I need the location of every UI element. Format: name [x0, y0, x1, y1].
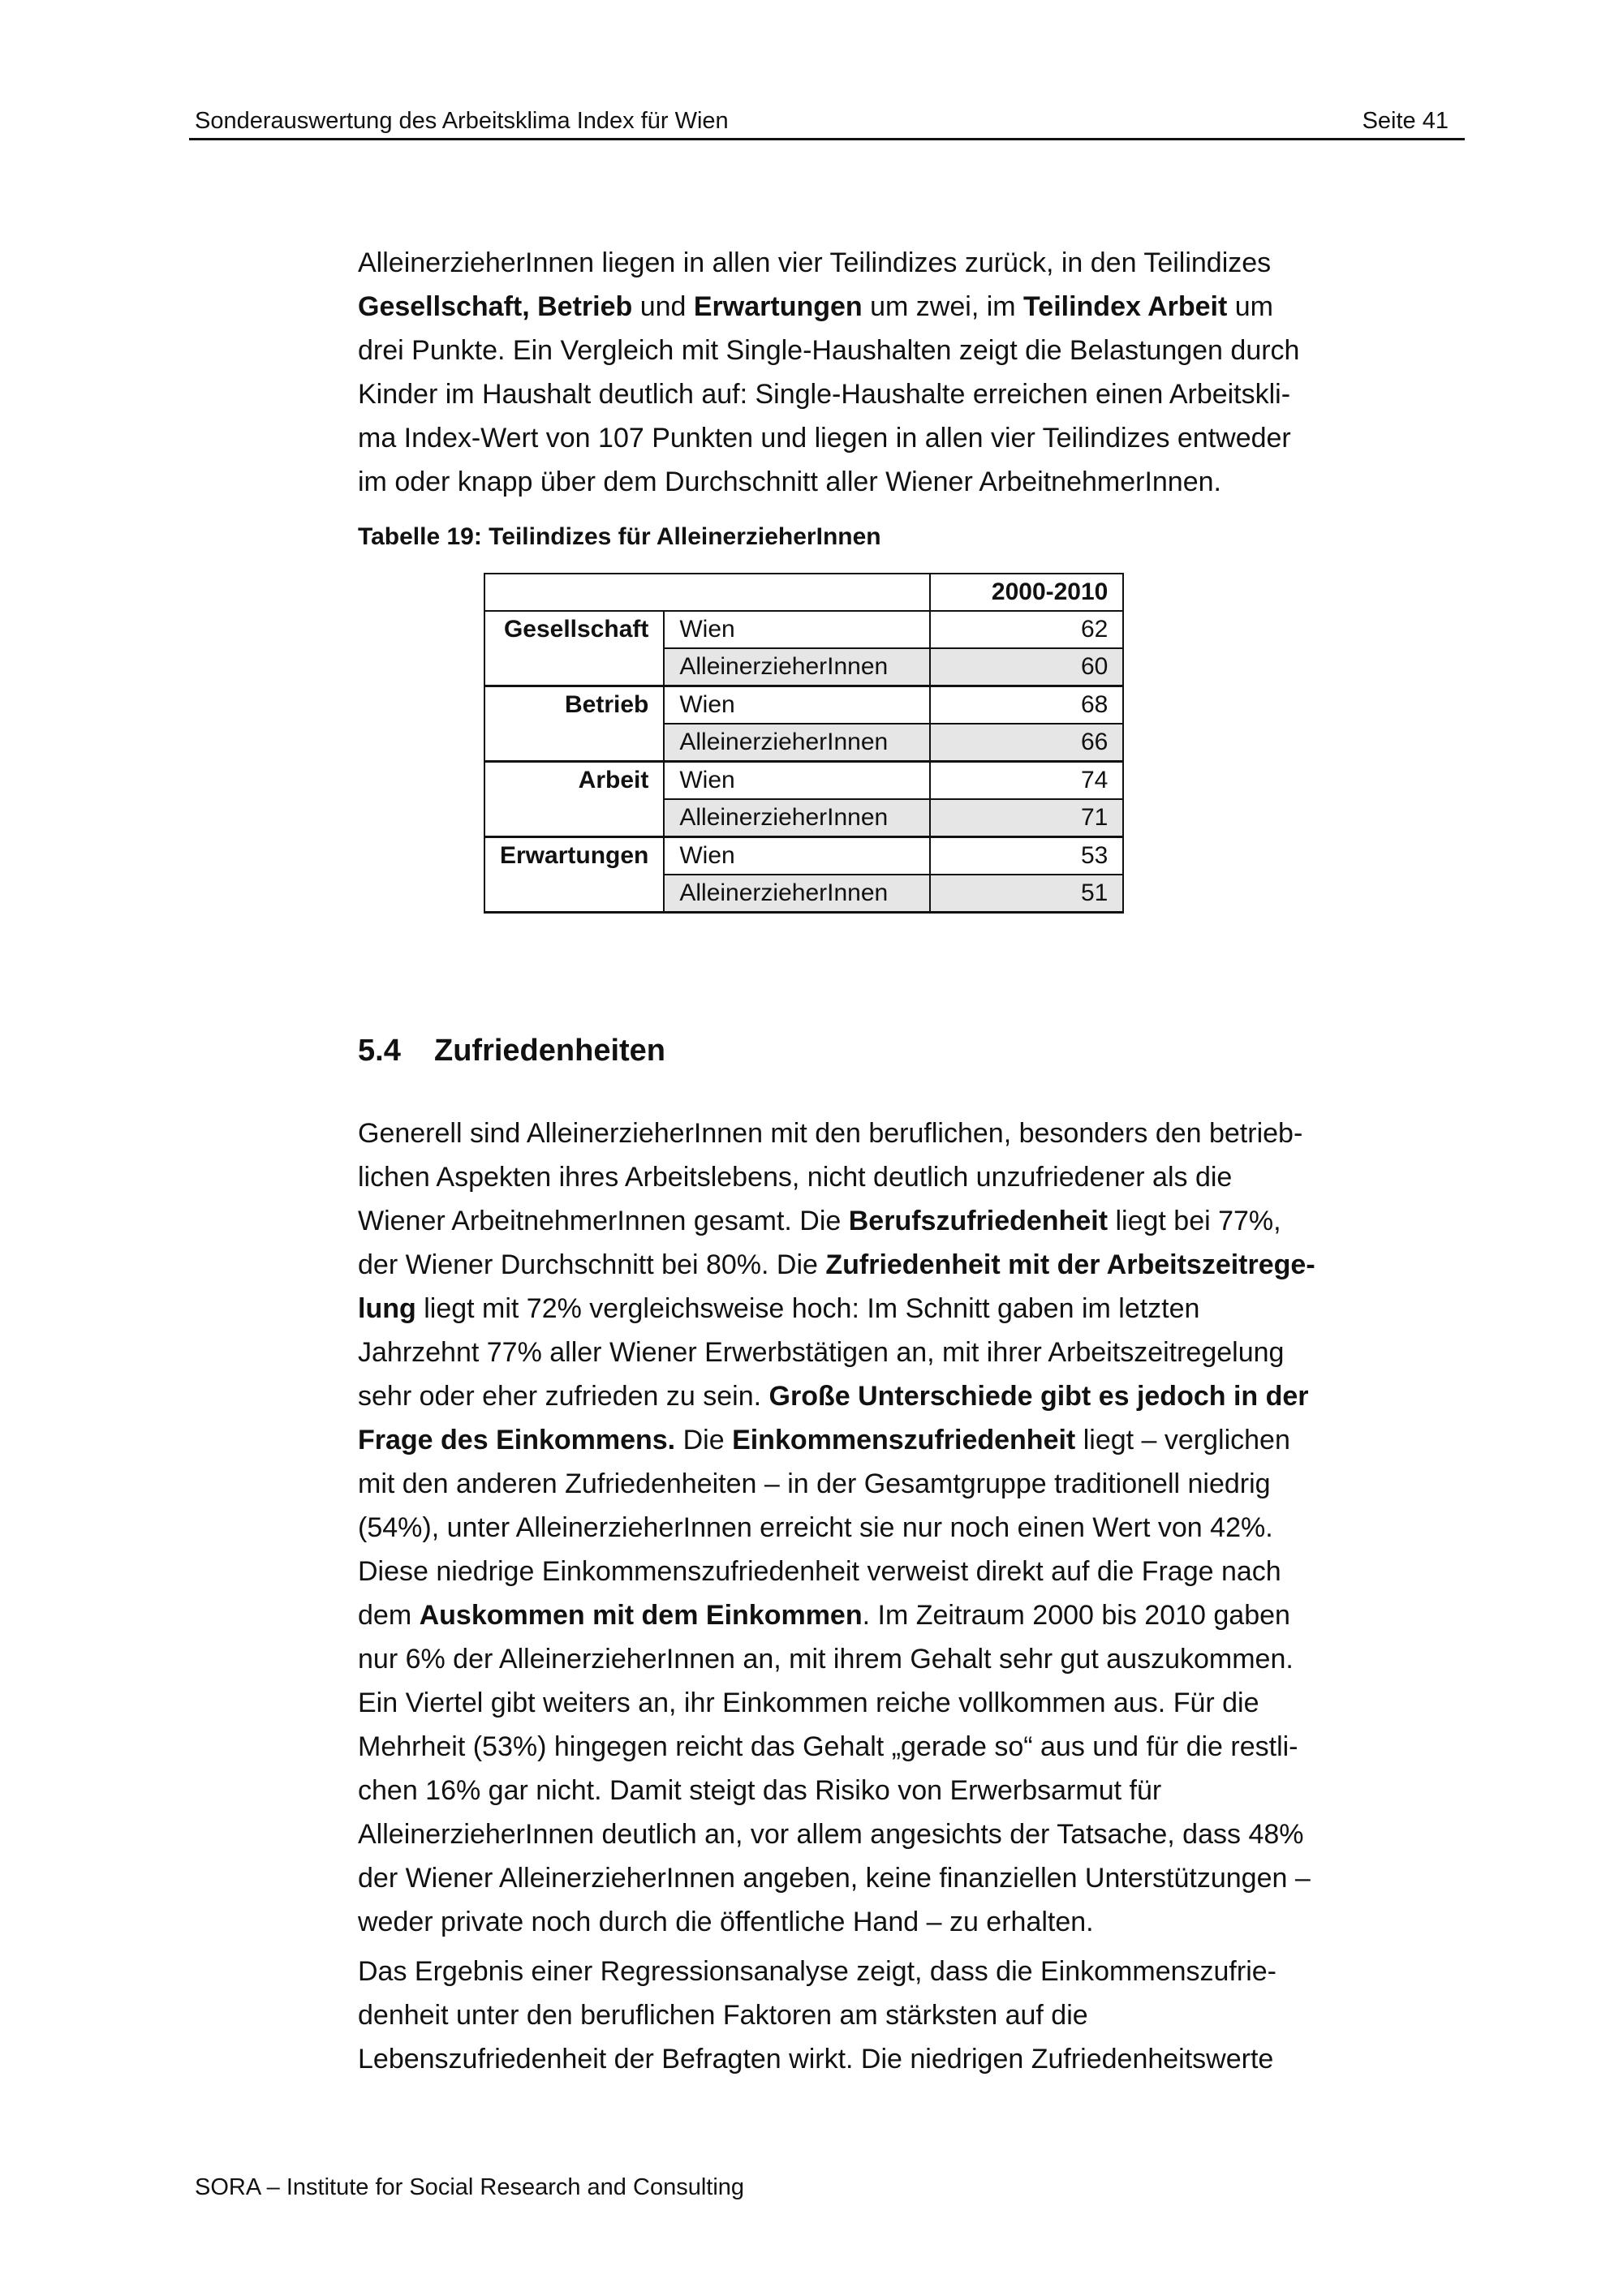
text-segment: denheit unter den beruflichen Faktoren am stärksten auf die	[358, 2000, 1088, 2031]
table-row	[484, 686, 1123, 724]
section-title: Zufriedenheiten	[434, 1034, 666, 1068]
text-segment: um zwei, im	[862, 291, 1024, 322]
text-line	[358, 1287, 1478, 1331]
group-label: Gesellschaft	[484, 611, 664, 686]
text-segment: lichen Aspekten ihres Arbeitslebens, nicht deutlich unzufriedener als die	[358, 1162, 1233, 1193]
text-line	[358, 1462, 1478, 1506]
text-line	[358, 1993, 1478, 2037]
row-value: 71	[930, 799, 1123, 837]
text-segment: . Im Zeitraum 2000 bis 2010 gaben	[862, 1600, 1290, 1631]
text-segment: Ein Viertel gibt weiters an, ihr Einkommen reiche vollkommen aus. Für die	[358, 1688, 1259, 1718]
row-label: AlleinerzieherInnen	[664, 875, 930, 913]
text-segment: weder private noch durch die öffentliche Hand – zu erhalten.	[358, 1907, 1094, 1937]
group-label: Arbeit	[484, 762, 664, 837]
text-segment: ma Index-Wert von 107 Punkten und liegen in allen vier Teilindizes entweder	[358, 423, 1291, 454]
text-segment: Diese niedrige Einkommenszufriedenheit verweist direkt auf die Frage nach	[358, 1556, 1281, 1587]
text-line	[358, 1506, 1478, 1550]
text-line	[358, 1769, 1478, 1812]
table-caption: Tabelle 19: Teilindizes für AlleinerzieherInnen	[358, 523, 881, 550]
row-label: Wien	[664, 762, 930, 800]
group-label: Erwartungen	[484, 837, 664, 913]
bold-text: Gesellschaft, Betrieb	[358, 291, 633, 322]
text-line	[358, 1111, 1478, 1155]
text-line	[358, 372, 1478, 416]
text-segment: Das Ergebnis einer Regressionsanalyse zeigt, dass die Einkommenszufrie-	[358, 1956, 1276, 1987]
row-value: 60	[930, 648, 1123, 686]
text-segment: drei Punkte. Ein Vergleich mit Single-Haushalten zeigt die Belastungen durch	[358, 335, 1300, 366]
text-segment: um	[1227, 291, 1273, 322]
bold-text: Frage des Einkommens.	[358, 1425, 676, 1455]
footer-institute: SORA – Institute for Social Research and Consulting	[195, 2174, 745, 2200]
section-heading	[358, 1029, 665, 1073]
text-line	[358, 329, 1478, 372]
row-label: Wien	[664, 611, 930, 648]
page-number: Seite 41	[1362, 108, 1449, 134]
text-line	[358, 1199, 1478, 1243]
text-segment: Mehrheit (53%) hingegen reicht das Gehalt „gerade so“ aus und für die restli-	[358, 1731, 1298, 1762]
text-line	[358, 241, 1478, 285]
text-line	[358, 1900, 1478, 1944]
row-value: 74	[930, 762, 1123, 800]
text-segment: der Wiener AlleinerzieherInnen angeben, keine finanziellen Unterstützungen –	[358, 1863, 1311, 1894]
text-line	[358, 2037, 1478, 2081]
text-line	[358, 1550, 1478, 1593]
text-line	[358, 460, 1478, 504]
text-segment: der Wiener Durchschnitt bei 80%. Die	[358, 1249, 826, 1280]
text-line	[358, 1374, 1478, 1418]
bold-text: Erwartungen	[693, 291, 863, 322]
running-header-title: Sonderauswertung des Arbeitsklima Index für Wien	[195, 108, 729, 134]
row-value: 68	[930, 686, 1123, 724]
text-segment: sehr oder eher zufrieden zu sein.	[358, 1381, 769, 1412]
paragraph-zufriedenheiten	[358, 1111, 1478, 1944]
text-segment: Die	[675, 1425, 733, 1455]
text-line	[358, 1725, 1478, 1769]
text-line	[358, 285, 1478, 329]
group-label: Betrieb	[484, 686, 664, 762]
text-segment: liegt mit 72% vergleichsweise hoch: Im Schnitt gaben im letzten	[415, 1293, 1200, 1324]
bold-text: Teilindex Arbeit	[1023, 291, 1228, 322]
bold-text: Zufriedenheit mit der Arbeitszeitrege-	[825, 1249, 1315, 1280]
text-segment: Generell sind AlleinerzieherInnen mit den beruflichen, besonders den betrieb-	[358, 1118, 1303, 1149]
text-segment: AlleinerzieherInnen liegen in allen vier Teilindizes zurück, in den Teilindizes	[358, 247, 1272, 278]
text-line	[358, 1812, 1478, 1856]
text-line	[358, 1950, 1478, 1993]
row-label: Wien	[664, 686, 930, 724]
text-segment: Kinder im Haushalt deutlich auf: Single-Haushalte erreichen einen Arbeitskli-	[358, 379, 1291, 410]
paragraph-teilindizes	[358, 241, 1478, 504]
row-value: 51	[930, 875, 1123, 913]
bold-text: Berufszufriedenheit	[848, 1206, 1109, 1236]
row-label: AlleinerzieherInnen	[664, 724, 930, 762]
text-line	[358, 1681, 1478, 1725]
row-value: 53	[930, 837, 1123, 875]
table-row	[484, 762, 1123, 800]
table-row	[484, 837, 1123, 875]
row-label: AlleinerzieherInnen	[664, 799, 930, 837]
text-segment: liegt bei 77%,	[1108, 1206, 1281, 1236]
text-segment: Wiener ArbeitnehmerInnen gesamt. Die	[358, 1206, 849, 1236]
text-line	[358, 1331, 1478, 1374]
bold-text: Auskommen mit dem Einkommen	[419, 1600, 863, 1631]
row-label: AlleinerzieherInnen	[664, 648, 930, 686]
table-teilindizes	[484, 573, 1124, 914]
text-line	[358, 416, 1478, 460]
row-value: 66	[930, 724, 1123, 762]
table-header-row	[484, 574, 1123, 611]
text-line	[358, 1418, 1478, 1462]
text-line	[358, 1637, 1478, 1681]
text-line	[358, 1593, 1478, 1637]
text-segment: liegt – verglichen	[1075, 1425, 1290, 1455]
bold-text: Einkommenszufriedenheit	[732, 1425, 1076, 1455]
text-segment: Lebenszufriedenheit der Befragten wirkt. Die niedrigen Zufriedenheitswerte	[358, 2044, 1274, 2075]
table-header-empty	[484, 574, 930, 611]
text-segment: chen 16% gar nicht. Damit steigt das Risiko von Erwerbsarmut für	[358, 1775, 1162, 1806]
bold-text: Große Unterschiede gibt es jedoch in der	[768, 1381, 1309, 1412]
row-value: 62	[930, 611, 1123, 648]
header-rule	[189, 138, 1465, 140]
text-segment: und	[632, 291, 694, 322]
paragraph-regression	[358, 1950, 1478, 2081]
text-line	[358, 1155, 1478, 1199]
text-segment: Jahrzehnt 77% aller Wiener Erwerbstätigen an, mit ihrer Arbeitszeitregelung	[358, 1337, 1285, 1368]
text-line	[358, 1243, 1478, 1287]
text-line	[358, 1856, 1478, 1900]
table-row	[484, 611, 1123, 648]
row-label: Wien	[664, 837, 930, 875]
section-number: 5.4	[358, 1034, 401, 1068]
bold-text: lung	[358, 1293, 416, 1324]
text-segment: AlleinerzieherInnen deutlich an, vor allem angesichts der Tatsache, dass 48%	[358, 1819, 1304, 1850]
text-segment: mit den anderen Zufriedenheiten – in der Gesamtgruppe traditionell niedrig	[358, 1468, 1271, 1499]
text-segment: dem	[358, 1600, 420, 1631]
text-segment: (54%), unter AlleinerzieherInnen erreicht sie nur noch einen Wert von 42%.	[358, 1512, 1273, 1543]
text-segment: nur 6% der AlleinerzieherInnen an, mit ihrem Gehalt sehr gut auszukommen.	[358, 1644, 1294, 1675]
text-segment: im oder knapp über dem Durchschnitt aller Wiener ArbeitnehmerInnen.	[358, 467, 1221, 497]
table-column-header: 2000-2010	[930, 574, 1123, 611]
